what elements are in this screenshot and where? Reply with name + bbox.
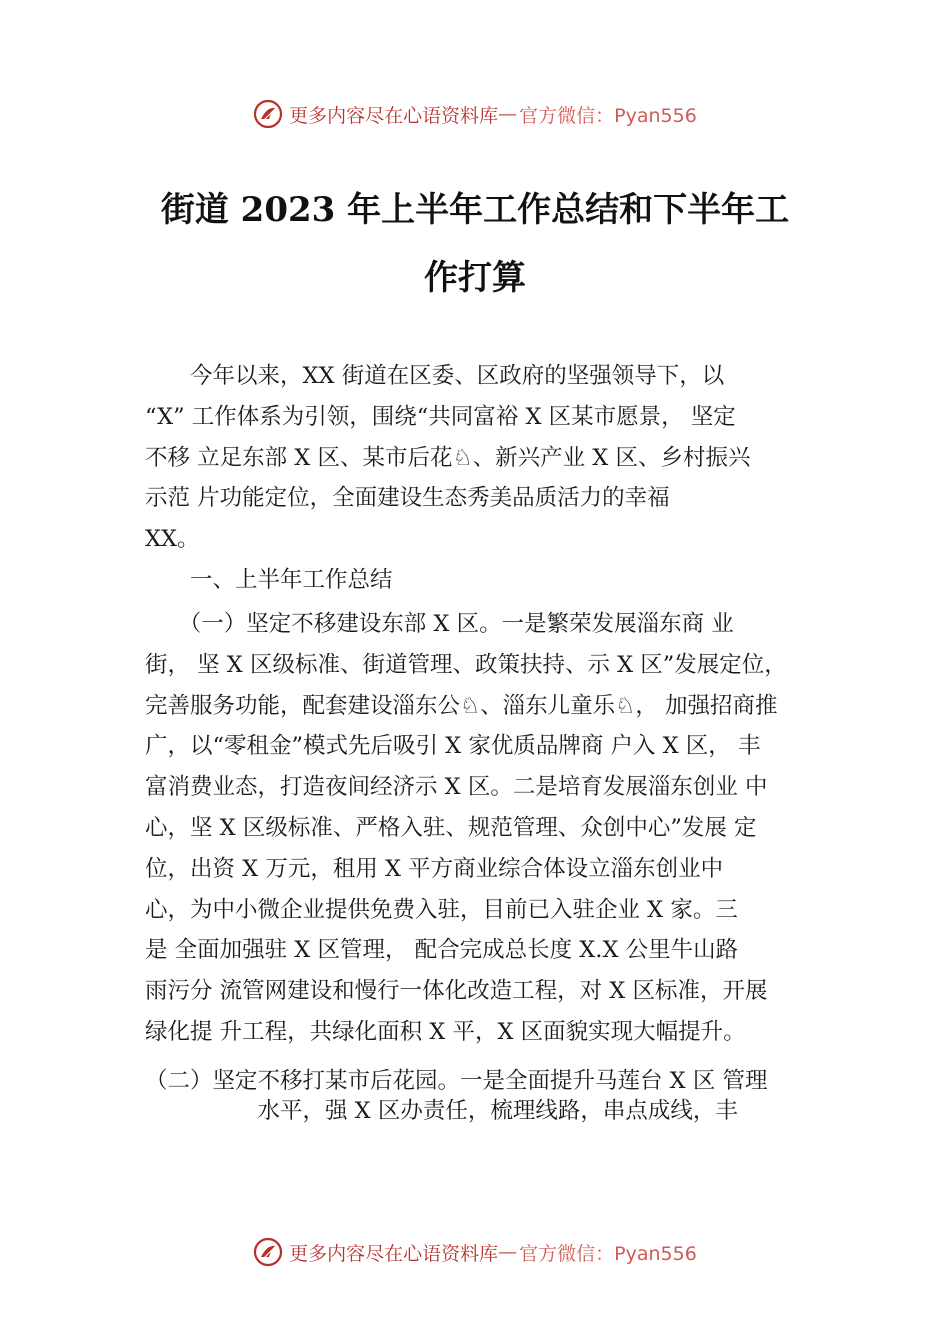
watermark-dash: — [498, 1241, 518, 1263]
section-2-paragraph [145, 1066, 835, 1126]
text-line: 示范 片功能定位，全面建设生态秀美品质活力的幸福 [145, 485, 670, 512]
watermark-dash: — [498, 103, 518, 125]
document-title-line-2: 作打算 [424, 258, 526, 298]
text-line: （二）坚定不移打某市后花园。一是全面提升马莲台 X 区 管理 [145, 1068, 768, 1094]
brand-logo-icon [253, 1237, 283, 1267]
watermark-banner-top [0, 94, 950, 134]
text-line: XX。 [145, 526, 200, 553]
text-line: 是 全面加强驻 X 区管理， 配合完成总长度 X.X 公里牛山路 [145, 937, 739, 964]
intro-paragraph [145, 356, 835, 560]
watermark-banner-bottom [0, 1232, 950, 1272]
watermark-text: 更多内容尽在心语资料库 [289, 1242, 499, 1265]
watermark-wechat: 官方微信：Pyan556 [519, 1242, 697, 1265]
text-line: 雨污分 流管网建设和慢行一体化改造工程，对 X 区标准，开展 [145, 978, 768, 1005]
text-line: （一）坚定不移建设东部 X 区。一是繁荣发展淄东商 业 [145, 611, 734, 637]
section-heading: 一、上半年工作总结 [145, 567, 393, 593]
brand-logo-icon [253, 99, 283, 129]
watermark-wechat: 官方微信：Pyan556 [519, 104, 697, 127]
text-line: 心，为中小微企业提供免费入驻，目前已入驻企业 X 家。三 [145, 896, 738, 923]
text-line: “X” 工作体系为引领，围绕“共同富裕 X 区某市愿景， 坚定 [145, 403, 736, 430]
section-1-paragraph [145, 604, 835, 1053]
text-line: 不移 立足东部 X 区、某市后花♘、新兴产业 X 区、乡村振兴 [145, 444, 751, 471]
text-line: 绿化提 升工程，共绿化面积 X 平，X 区面貌实现大幅提升。 [145, 1018, 746, 1045]
text-line: 富消费业态，打造夜间经济示 X 区。二是培育发展淄东创业 中 [145, 774, 768, 801]
text-line: 广，以“零租金”模式先后吸引 X 家优质品牌商 户入 X 区， 丰 [145, 733, 761, 760]
text-line: 今年以来，XX 街道在区委、区政府的坚强领导下，以 [145, 363, 725, 389]
text-line: 水平，强 X 区办责任，梳理线路，串点成线，丰 [145, 1098, 738, 1124]
text-line: 完善服务功能，配套建设淄东公♘、淄东儿童乐♘， 加强招商推 [145, 692, 778, 719]
text-line: 位，出资 X 万元，租用 X 平方商业综合体设立淄东创业中 [145, 855, 724, 882]
document-title-line-1: 街道 2023 年上半年工作总结和下半年工 [160, 190, 790, 230]
text-line: 心，坚 X 区级标准、严格入驻、规范管理、众创中心”发展 定 [145, 814, 757, 841]
watermark-text: 更多内容尽在心语资料库 [289, 104, 499, 127]
text-line: 街， 坚 X 区级标准、街道管理、政策扶持、示 X 区”发展定位， [145, 651, 787, 678]
